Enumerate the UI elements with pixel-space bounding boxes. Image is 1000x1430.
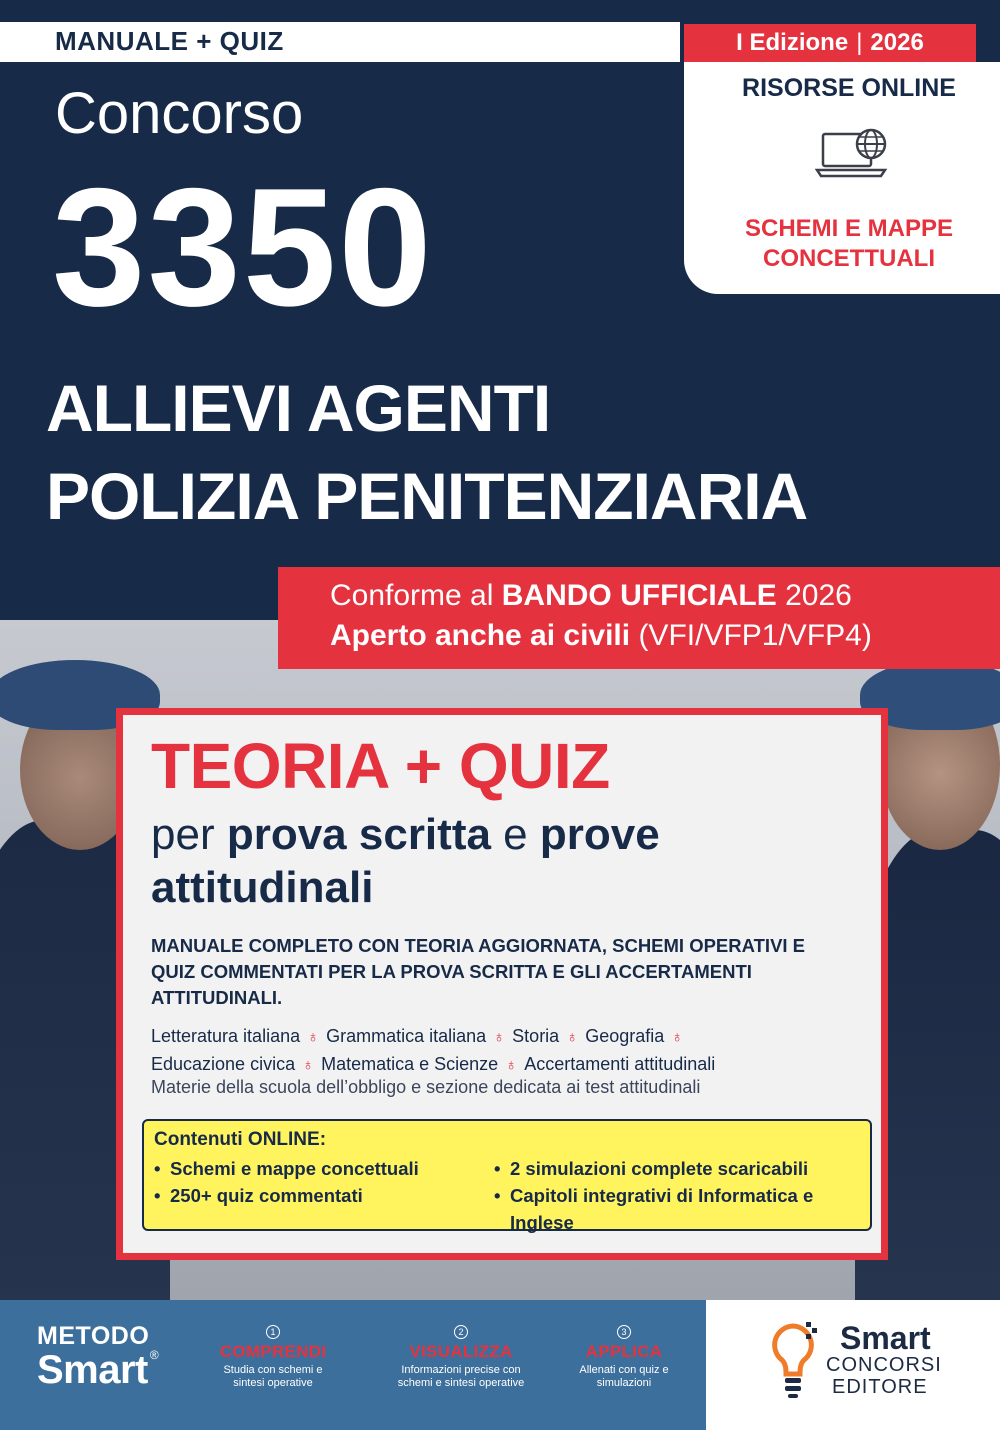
subject-item: Accertamenti attitudinali [524,1054,716,1074]
step-desc: Informazioni precise con schemi e sintesi operative [397,1364,525,1389]
title-line-2: POLIZIA PENITENZIARIA [46,459,808,533]
step-desc: Allenati con quiz e simulazioni [579,1364,669,1389]
online-item: • 250+ quiz commentati [154,1182,419,1209]
method-step-1 [188,1322,358,1390]
method-step-2 [376,1322,546,1390]
sub-e: e [490,810,540,859]
step-number-icon: 3 [617,1325,631,1339]
subject-item: Educazione civica [151,1054,296,1074]
concorso-label: Concorso [55,81,304,146]
laptop-globe-icon [815,126,895,186]
publisher-area [706,1300,1000,1430]
online-contents-col-1 [154,1155,419,1209]
description: MANUALE COMPLETO CON TEORIA AGGIORNATA, SCHEMI OPERATIVI E QUIZ COMMENTATI PER LA PROVA SCRITTA E GLI ACCERTAMENTI ATTITUDINALI. [151,935,806,1008]
subheadline-line-2: attitudinali [151,863,374,912]
positions-number: 3350 [52,153,434,341]
method-brand-text: Smart [37,1348,148,1392]
method-brand [37,1348,158,1393]
publisher-name: Smart [840,1320,931,1356]
method-band [0,1300,706,1430]
registered-mark: ® [149,1348,159,1362]
publisher-editore: EDITORE [832,1376,928,1398]
banner-l2-post: (VFI/VFP1/VFP4) [630,619,872,652]
subject-item: Geografia [585,1026,665,1046]
type-label [0,22,680,62]
step-desc: Studia con schemi e sintesi operative [223,1364,323,1389]
subject-item: Grammatica italiana [326,1026,487,1046]
subjects-note: Materie della scuola dell’obbligo e sezione dedicata ai test attitudinali [151,1077,701,1097]
subject-item: Storia [512,1026,560,1046]
step-name: VISUALIZZA [409,1342,513,1361]
subject-item: Matematica e Scienze [321,1054,499,1074]
online-resources-subtitle [684,214,1000,274]
banner-l2-bold: Aperto anche ai civili [330,619,631,652]
sub-bold-1: prova scritta [226,810,491,859]
edition-separator: | [856,29,863,56]
pin-separator-icon: ♁ [493,1029,506,1046]
pin-separator-icon: ♁ [505,1057,518,1074]
subject-item: Letteratura italiana [151,1026,301,1046]
online-contents-col-2 [494,1155,864,1236]
online-item: • Schemi e mappe concettuali [154,1155,419,1182]
banner-l1-post: 2026 [776,579,852,612]
lightbulb-logo-icon [768,1320,818,1402]
online-item: • Capitoli integrativi di Informatica e Inglese [494,1182,864,1236]
banner-line-2 [330,619,872,653]
online-item: • 2 simulazioni complete scaricabili [494,1155,864,1182]
banner-l1-bold: BANDO UFFICIALE [501,579,777,612]
online-contents-box [142,1119,872,1231]
online-sub-line1: SCHEMI E MAPPE [744,215,954,242]
pin-separator-icon: ♁ [307,1029,320,1046]
online-resources-box [684,62,1000,294]
banner-l1-pre: Conforme al [330,579,502,612]
headline: TEORIA + QUIZ [151,730,610,802]
step-number-icon: 1 [266,1325,280,1339]
title-line-1: ALLIEVI AGENTI [46,371,551,445]
edition-text: I Edizione [736,29,849,56]
subjects-list [151,1023,871,1079]
step-name: APPLICA [585,1342,663,1361]
method-label: METODO [37,1322,150,1350]
online-sub-line2: CONCETTUALI [763,245,935,272]
sub-per: per [151,810,227,859]
pin-separator-icon: ♁ [566,1029,579,1046]
bando-banner [278,567,1000,669]
type-label-text: MANUALE + QUIZ [55,26,284,56]
pin-separator-icon: ♁ [302,1057,315,1074]
banner-line-1 [330,579,852,613]
online-resources-title: RISORSE ONLINE [742,74,956,102]
edition-badge [684,24,976,62]
sub-bold-2: prove [539,810,660,859]
method-step-3 [539,1322,709,1390]
online-contents-title: Contenuti ONLINE: [154,1129,327,1150]
content-box [116,708,888,1260]
step-name: COMPRENDI [219,1342,327,1361]
pin-separator-icon: ♁ [671,1029,684,1046]
publisher-concorsi: CONCORSI [826,1354,942,1376]
edition-year: 2026 [870,29,924,56]
step-number-icon: 2 [454,1325,468,1339]
subheadline-line-1 [151,810,660,860]
